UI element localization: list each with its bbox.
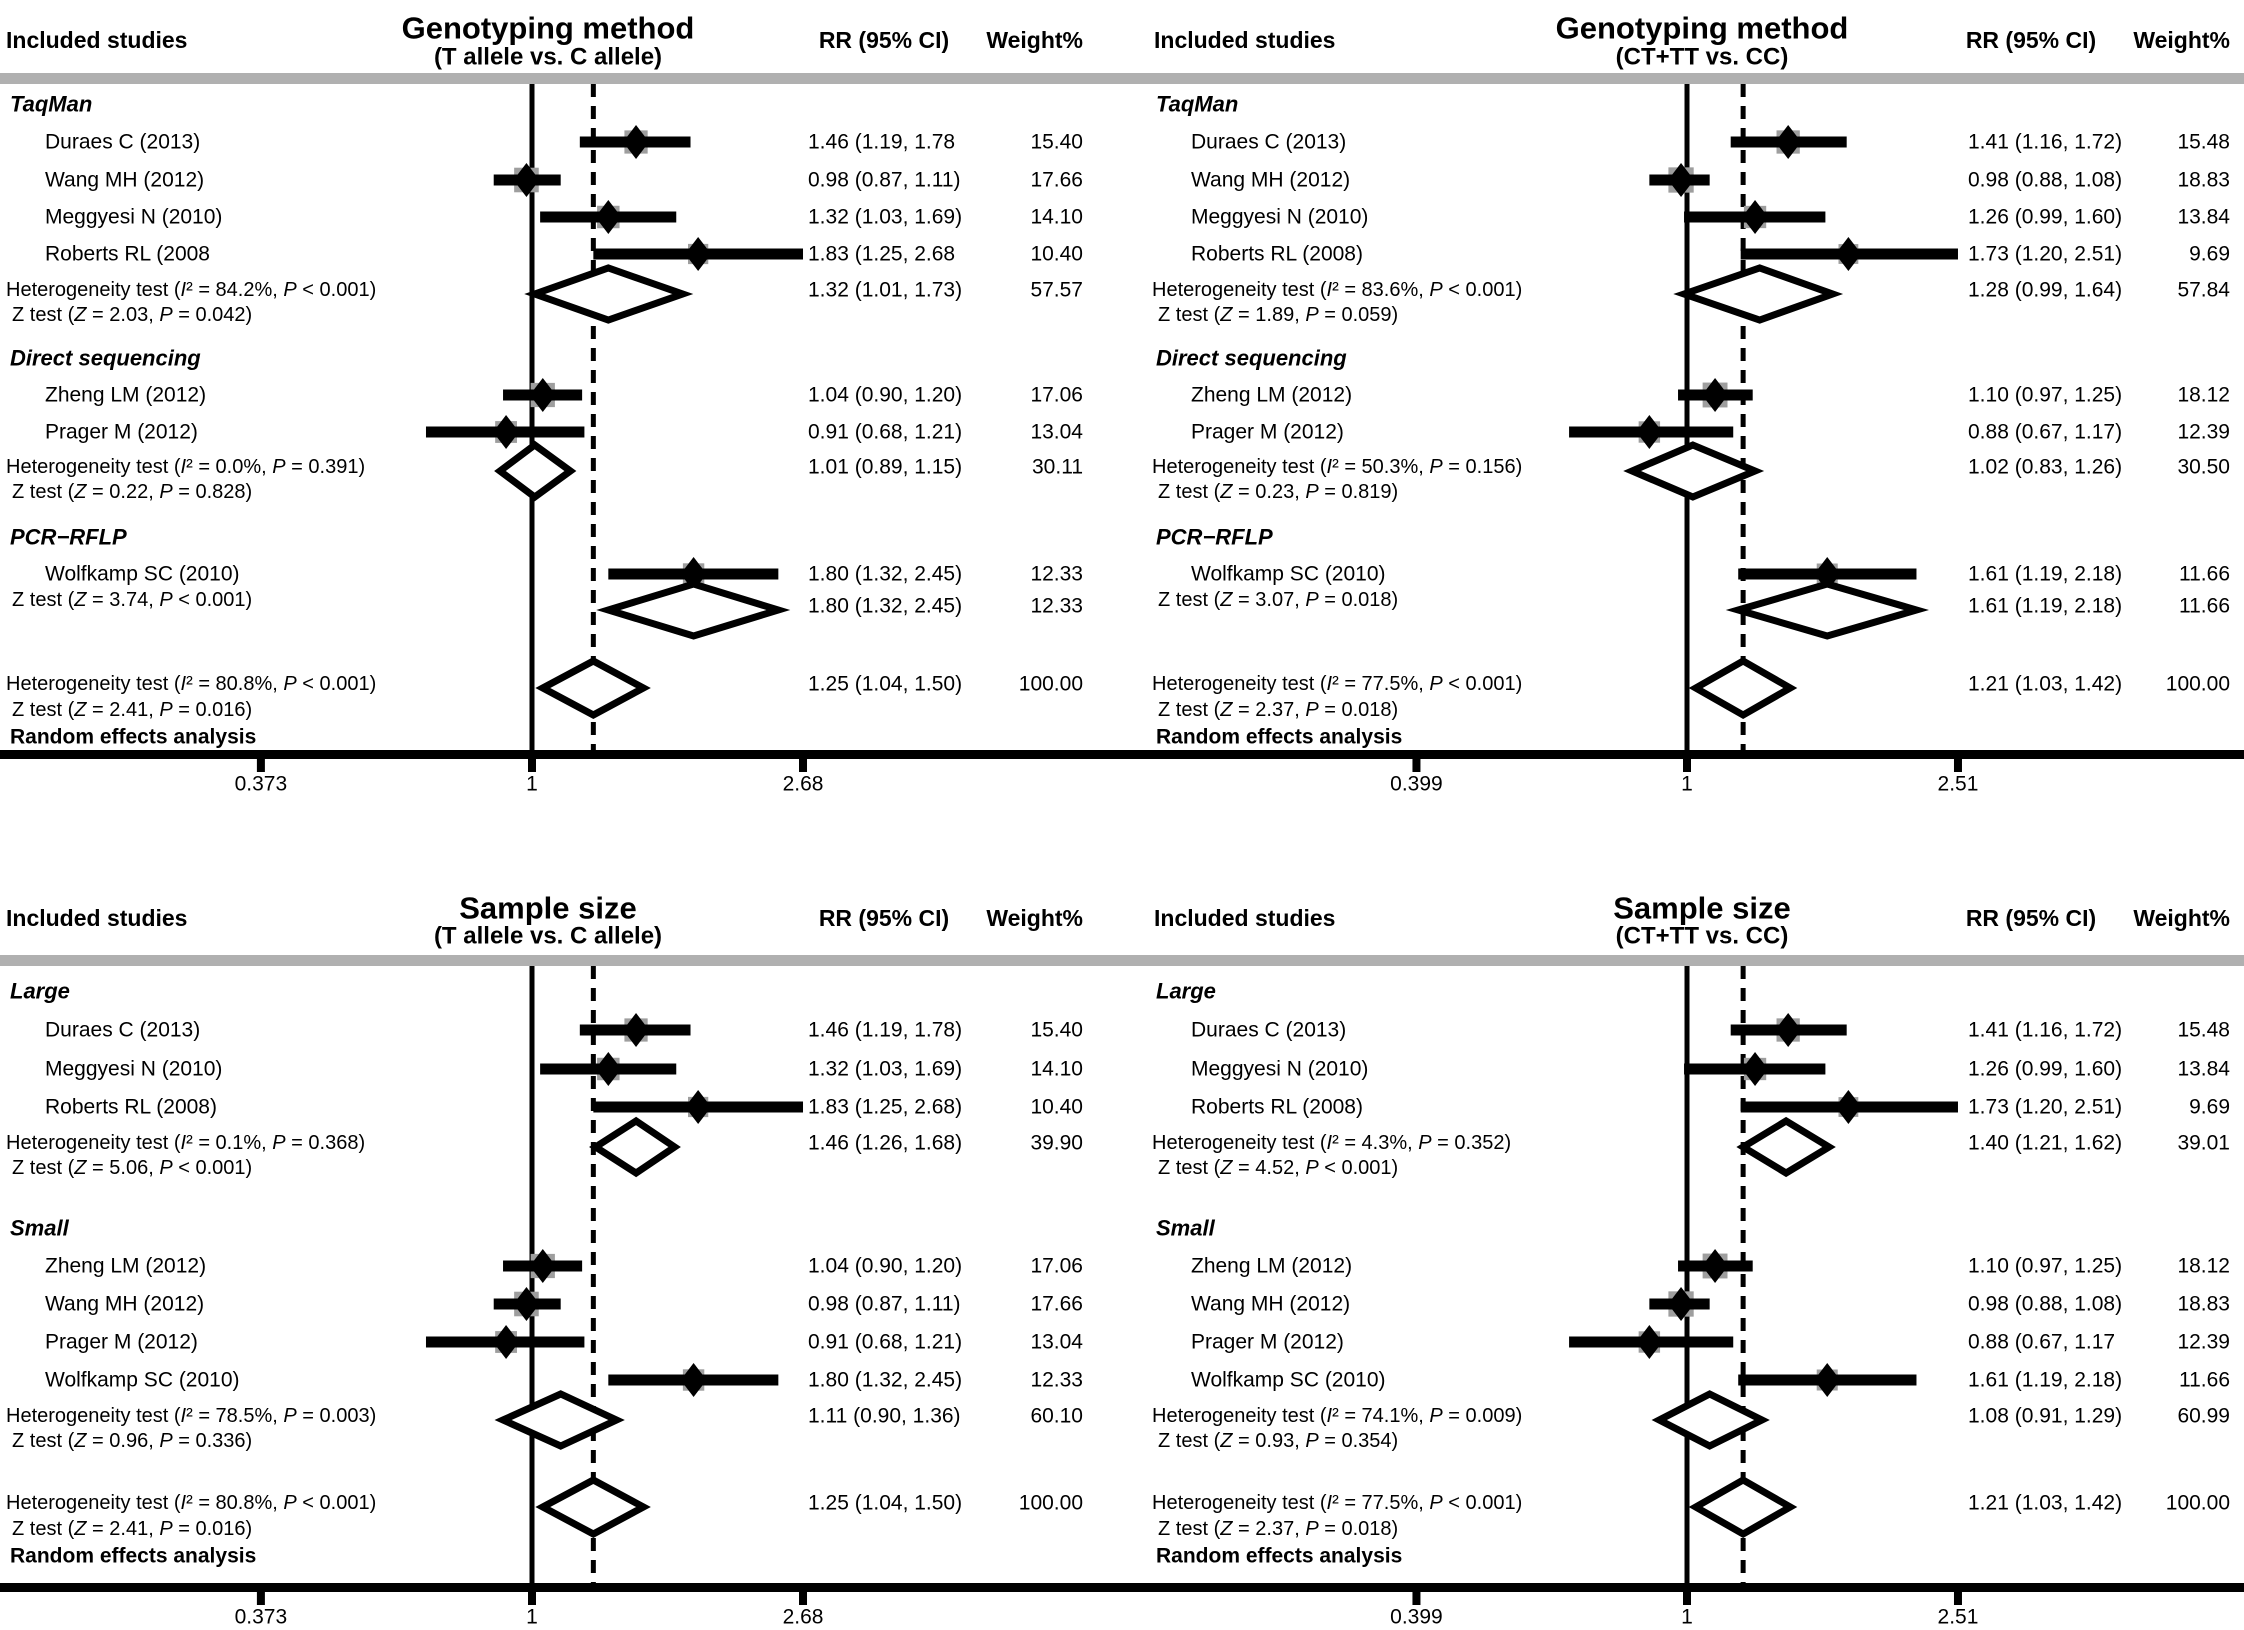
weight-value: 39.90 xyxy=(1030,1131,1083,1155)
study-label: Prager M (2012) xyxy=(1191,420,1344,444)
point-marker xyxy=(595,1052,621,1086)
weight-value: 15.40 xyxy=(1030,130,1083,154)
rr-value: 1.83 (1.25, 2.68) xyxy=(808,1095,963,1119)
study-label: Prager M (2012) xyxy=(1191,1330,1344,1354)
study-label: Zheng LM (2012) xyxy=(1191,383,1353,407)
study-row xyxy=(1191,1090,2230,1124)
rr-value: 1.08 (0.91, 1.29) xyxy=(1968,1404,2123,1428)
study-row xyxy=(1191,1052,2230,1086)
rr-column-header: RR (95% CI) xyxy=(818,905,950,931)
point-marker xyxy=(1636,1325,1662,1359)
subtotal-row xyxy=(6,1121,1083,1179)
het-test-label: Heterogeneity test (I² = 80.8%, P < 0.001) xyxy=(6,1492,377,1514)
rr-value: 0.98 (0.88, 1.08) xyxy=(1968,168,2123,192)
group-label: TaqMan xyxy=(1156,91,1239,117)
axis-tick-label: 0.373 xyxy=(234,772,288,796)
study-row xyxy=(1191,237,2230,271)
pooled-diamond xyxy=(1743,1121,1829,1173)
subtotal-row xyxy=(6,268,1083,326)
weight-value: 12.33 xyxy=(1030,562,1083,586)
pooled-diamond xyxy=(503,1394,616,1446)
rr-value: 1.21 (1.03, 1.42) xyxy=(1968,1491,2123,1515)
weight-value: 12.33 xyxy=(1030,594,1083,618)
study-row xyxy=(1191,415,2230,449)
point-marker xyxy=(623,1013,649,1047)
gray-separator xyxy=(1122,955,2244,966)
rr-value: 1.26 (0.99, 1.60) xyxy=(1968,205,2123,229)
study-label: Roberts RL (2008) xyxy=(1191,242,1363,266)
point-marker xyxy=(595,200,621,234)
het-test-label: Heterogeneity test (I² = 78.5%, P = 0.003) xyxy=(6,1405,377,1427)
weight-value: 13.84 xyxy=(2177,205,2230,229)
point-marker xyxy=(1775,1013,1801,1047)
study-label: Meggyesi N (2010) xyxy=(45,205,223,229)
weight-value: 11.66 xyxy=(2179,594,2230,618)
het-test-label: Heterogeneity test (I² = 77.5%, P < 0.001) xyxy=(1152,1492,1523,1514)
study-row xyxy=(1191,1013,2230,1047)
axis-tick-label: 2.68 xyxy=(782,772,824,796)
pooled-diamond xyxy=(543,1480,644,1534)
rr-column-header: RR (95% CI) xyxy=(1965,27,2097,53)
weight-value: 12.39 xyxy=(2177,1330,2230,1354)
weight-value: 60.99 xyxy=(2177,1404,2230,1428)
group-label: PCR−RFLP xyxy=(1156,524,1273,550)
axis-tick xyxy=(1683,1592,1691,1605)
study-label: Duraes C (2013) xyxy=(1191,1018,1347,1042)
rr-value: 0.98 (0.88, 1.08) xyxy=(1968,1292,2123,1316)
weight-value: 12.39 xyxy=(2177,420,2230,444)
study-row xyxy=(45,1090,1083,1124)
weight-column-header: Weight% xyxy=(986,27,1083,53)
weight-value: 12.33 xyxy=(1030,1368,1083,1392)
z-test-label: Z test (Z = 0.93, P = 0.354) xyxy=(1158,1430,1399,1452)
weight-value: 17.06 xyxy=(1030,383,1083,407)
weight-column-header: Weight% xyxy=(2133,905,2230,931)
weight-value: 11.66 xyxy=(2179,1368,2230,1392)
studies-column-header: Included studies xyxy=(6,27,188,53)
study-label: Wang MH (2012) xyxy=(45,168,205,192)
subtotal-row xyxy=(1152,268,2230,326)
pooled-diamond xyxy=(608,584,778,636)
panel-genotyping-ct-tt xyxy=(1122,11,2244,796)
random-effects-label: Random effects analysis xyxy=(1156,725,1403,749)
axis-tick-label: 1 xyxy=(1681,772,1693,796)
weight-value: 14.10 xyxy=(1030,1057,1083,1081)
rr-value: 1.25 (1.04, 1.50) xyxy=(808,672,963,696)
axis-tick-label: 2.51 xyxy=(1937,772,1979,796)
weight-value: 57.57 xyxy=(1030,278,1083,302)
weight-value: 60.10 xyxy=(1030,1404,1083,1428)
study-label: Duraes C (2013) xyxy=(45,130,201,154)
group-label: Large xyxy=(10,978,70,1004)
rr-value: 1.61 (1.19, 2.18) xyxy=(1968,1368,2123,1392)
pooled-diamond xyxy=(543,661,644,715)
study-row xyxy=(1191,378,2230,412)
axis-tick xyxy=(257,1592,265,1605)
rr-value: 1.80 (1.32, 2.45) xyxy=(808,562,963,586)
rr-value: 0.88 (0.67, 1.17) xyxy=(1968,420,2123,444)
weight-value: 17.66 xyxy=(1030,168,1083,192)
study-label: Meggyesi N (2010) xyxy=(1191,205,1369,229)
weight-value: 30.11 xyxy=(1032,455,1083,479)
z-test-label: Z test (Z = 4.52, P < 0.001) xyxy=(1158,1157,1399,1179)
study-label: Wang MH (2012) xyxy=(1191,1292,1351,1316)
group-label: TaqMan xyxy=(10,91,93,117)
study-row xyxy=(45,237,1083,271)
weight-value: 11.66 xyxy=(2179,562,2230,586)
studies-column-header: Included studies xyxy=(1154,27,1336,53)
study-label: Wolfkamp SC (2010) xyxy=(1191,1368,1386,1392)
study-row xyxy=(45,1325,1083,1359)
panel-title: Genotyping method xyxy=(401,10,695,46)
study-row xyxy=(45,163,1083,197)
axis-tick xyxy=(1954,759,1962,772)
subtotal-row xyxy=(6,445,1083,503)
pooled-diamond xyxy=(596,1121,675,1173)
het-test-label: Heterogeneity test (I² = 77.5%, P < 0.001) xyxy=(1152,673,1523,695)
het-test-label: Heterogeneity test (I² = 0.0%, P = 0.391) xyxy=(6,456,366,478)
weight-value: 13.84 xyxy=(2177,1057,2230,1081)
rr-value: 1.26 (0.99, 1.60) xyxy=(1968,1057,2123,1081)
pooled-diamond xyxy=(1696,661,1791,715)
axis-tick xyxy=(1954,1592,1962,1605)
random-effects-label: Random effects analysis xyxy=(10,725,257,749)
point-marker xyxy=(493,1325,519,1359)
weight-column-header: Weight% xyxy=(986,905,1083,931)
weight-value: 15.48 xyxy=(2177,130,2230,154)
weight-value: 13.04 xyxy=(1030,420,1083,444)
pooled-diamond xyxy=(1632,445,1755,497)
study-label: Zheng LM (2012) xyxy=(45,383,207,407)
study-label: Roberts RL (2008) xyxy=(45,1095,217,1119)
pooled-diamond xyxy=(1684,268,1833,320)
group-label: PCR−RFLP xyxy=(10,524,127,550)
rr-value: 0.91 (0.68, 1.21) xyxy=(808,420,963,444)
axis-tick-label: 2.68 xyxy=(782,1605,824,1629)
z-test-label: Z test (Z = 0.96, P = 0.336) xyxy=(12,1430,253,1452)
study-row xyxy=(45,200,1083,234)
point-marker xyxy=(1835,237,1861,271)
z-test-label: Z test (Z = 3.07, P = 0.018) xyxy=(1158,589,1399,611)
axis-tick xyxy=(257,759,265,772)
study-label: Roberts RL (2008 xyxy=(45,242,210,266)
weight-value: 17.06 xyxy=(1030,1254,1083,1278)
axis-tick xyxy=(799,759,807,772)
pooled-diamond xyxy=(1738,584,1916,636)
weight-value: 14.10 xyxy=(1030,205,1083,229)
study-label: Wolfkamp SC (2010) xyxy=(1191,562,1386,586)
group-label: Small xyxy=(1156,1215,1215,1241)
rr-value: 1.46 (1.19, 1.78) xyxy=(808,1018,963,1042)
rr-value: 1.61 (1.19, 2.18) xyxy=(1968,562,2123,586)
weight-value: 15.40 xyxy=(1030,1018,1083,1042)
axis-tick-label: 0.373 xyxy=(234,1605,288,1629)
point-marker xyxy=(1814,1363,1840,1397)
subtotal-row xyxy=(1152,1121,2230,1179)
rr-value: 1.32 (1.03, 1.69) xyxy=(808,205,963,229)
weight-value: 13.04 xyxy=(1030,1330,1083,1354)
z-test-label: Z test (Z = 0.23, P = 0.819) xyxy=(1158,481,1399,503)
z-test-label: Z test (Z = 2.37, P = 0.018) xyxy=(1158,699,1399,721)
weight-value: 10.40 xyxy=(1030,242,1083,266)
study-row xyxy=(1191,200,2230,234)
gray-separator xyxy=(0,73,1122,84)
study-row xyxy=(1191,125,2230,159)
rr-value: 1.21 (1.03, 1.42) xyxy=(1968,672,2123,696)
weight-column-header: Weight% xyxy=(2133,27,2230,53)
het-test-label: Heterogeneity test (I² = 84.2%, P < 0.001) xyxy=(6,279,377,301)
weight-value: 18.12 xyxy=(2177,1254,2230,1278)
axis-tick-label: 0.399 xyxy=(1390,772,1443,796)
study-label: Wang MH (2012) xyxy=(1191,168,1351,192)
weight-value: 9.69 xyxy=(2189,1095,2230,1119)
z-test-label: Z test (Z = 2.41, P = 0.016) xyxy=(12,699,253,721)
rr-value: 1.41 (1.16, 1.72) xyxy=(1968,130,2123,154)
weight-value: 39.01 xyxy=(2177,1131,2230,1155)
rr-value: 1.46 (1.19, 1.78 xyxy=(808,130,956,154)
overall-row xyxy=(6,1480,1083,1568)
point-marker xyxy=(623,125,649,159)
rr-value: 1.10 (0.97, 1.25) xyxy=(1968,383,2123,407)
axis-tick-label: 1 xyxy=(526,772,538,796)
z-test-label: Z test (Z = 2.41, P = 0.016) xyxy=(12,1518,253,1540)
axis-tick-label: 1 xyxy=(1681,1605,1693,1629)
point-marker xyxy=(1775,125,1801,159)
studies-column-header: Included studies xyxy=(6,905,188,931)
panel-subtitle: (T allele vs. C allele) xyxy=(433,922,663,950)
weight-value: 30.50 xyxy=(2177,455,2230,479)
pooled-diamond xyxy=(1696,1480,1791,1534)
axis-tick xyxy=(1412,1592,1420,1605)
panel-sample-size-ct-tt xyxy=(1122,891,2244,1629)
axis-tick xyxy=(1412,759,1420,772)
axis-line xyxy=(1122,750,2244,759)
rr-value: 1.32 (1.01, 1.73) xyxy=(808,278,963,302)
panel-genotyping-t-allele xyxy=(0,11,1122,796)
rr-value: 0.91 (0.68, 1.21) xyxy=(808,1330,963,1354)
study-row xyxy=(45,378,1083,412)
pooled-diamond xyxy=(1659,1394,1762,1446)
panel-subtitle: (T allele vs. C allele) xyxy=(433,43,663,71)
point-marker xyxy=(685,1090,711,1124)
gray-separator xyxy=(0,955,1122,966)
rr-value: 1.04 (0.90, 1.20) xyxy=(808,383,963,407)
study-row xyxy=(45,415,1083,449)
rr-value: 1.10 (0.97, 1.25) xyxy=(1968,1254,2123,1278)
rr-column-header: RR (95% CI) xyxy=(1965,905,2097,931)
point-marker xyxy=(493,415,519,449)
weight-value: 18.83 xyxy=(2177,1292,2230,1316)
panel-title: Sample size xyxy=(459,890,637,926)
subtotal-row xyxy=(1158,584,2230,636)
het-test-label: Heterogeneity test (I² = 74.1%, P = 0.009) xyxy=(1152,1405,1523,1427)
het-test-label: Heterogeneity test (I² = 83.6%, P < 0.001) xyxy=(1152,279,1523,301)
rr-value: 1.61 (1.19, 2.18) xyxy=(1968,594,2123,618)
het-test-label: Heterogeneity test (I² = 50.3%, P = 0.156) xyxy=(1152,456,1523,478)
rr-value: 1.01 (0.89, 1.15) xyxy=(808,455,963,479)
axis-tick-label: 0.399 xyxy=(1390,1605,1443,1629)
axis-line xyxy=(0,1583,1122,1592)
weight-value: 15.48 xyxy=(2177,1018,2230,1042)
study-label: Zheng LM (2012) xyxy=(45,1254,207,1278)
group-label: Direct sequencing xyxy=(1156,345,1347,371)
rr-value: 1.28 (0.99, 1.64) xyxy=(1968,278,2123,302)
subtotal-row xyxy=(6,1394,1083,1452)
rr-value: 1.73 (1.20, 2.51) xyxy=(1968,1095,2123,1119)
panel-sample-size-t-allele xyxy=(0,891,1122,1629)
panel-subtitle: (CT+TT vs. CC) xyxy=(1615,43,1789,71)
weight-value: 18.83 xyxy=(2177,168,2230,192)
random-effects-label: Random effects analysis xyxy=(1156,1544,1403,1568)
axis-tick xyxy=(528,759,536,772)
panel-title: Genotyping method xyxy=(1555,10,1849,46)
weight-value: 10.40 xyxy=(1030,1095,1083,1119)
rr-value: 1.04 (0.90, 1.20) xyxy=(808,1254,963,1278)
overall-row xyxy=(1152,1480,2230,1568)
rr-value: 1.80 (1.32, 2.45) xyxy=(808,594,963,618)
pooled-diamond xyxy=(500,445,570,497)
study-row xyxy=(45,1013,1083,1047)
study-row xyxy=(45,1249,1083,1283)
rr-value: 1.41 (1.16, 1.72) xyxy=(1968,1018,2123,1042)
het-test-label: Heterogeneity test (I² = 0.1%, P = 0.368) xyxy=(6,1132,366,1154)
study-row xyxy=(1191,1249,2230,1283)
study-row xyxy=(1191,163,2230,197)
study-label: Wolfkamp SC (2010) xyxy=(45,1368,240,1392)
rr-value: 1.25 (1.04, 1.50) xyxy=(808,1491,963,1515)
point-marker xyxy=(1742,200,1768,234)
weight-value: 18.12 xyxy=(2177,383,2230,407)
study-label: Wang MH (2012) xyxy=(45,1292,205,1316)
pooled-diamond xyxy=(535,268,683,320)
rr-value: 1.40 (1.21, 1.62) xyxy=(1968,1131,2123,1155)
study-row xyxy=(45,557,1083,591)
study-label: Meggyesi N (2010) xyxy=(1191,1057,1369,1081)
rr-value: 0.98 (0.87, 1.11) xyxy=(808,1292,961,1316)
study-row xyxy=(45,1052,1083,1086)
axis-line xyxy=(0,750,1122,759)
studies-column-header: Included studies xyxy=(1154,905,1336,931)
study-label: Meggyesi N (2010) xyxy=(45,1057,223,1081)
rr-value: 1.73 (1.20, 2.51) xyxy=(1968,242,2123,266)
study-label: Prager M (2012) xyxy=(45,1330,198,1354)
axis-tick-label: 2.51 xyxy=(1937,1605,1979,1629)
subtotal-row xyxy=(1152,1394,2230,1452)
rr-value: 1.32 (1.03, 1.69) xyxy=(808,1057,963,1081)
rr-value: 0.98 (0.87, 1.11) xyxy=(808,168,961,192)
subtotal-row xyxy=(1152,445,2230,503)
study-row xyxy=(1191,557,2230,591)
group-label: Direct sequencing xyxy=(10,345,201,371)
null-line xyxy=(1685,966,1690,1583)
weight-value: 9.69 xyxy=(2189,242,2230,266)
study-label: Duraes C (2013) xyxy=(1191,130,1347,154)
z-test-label: Z test (Z = 5.06, P < 0.001) xyxy=(12,1157,253,1179)
axis-tick xyxy=(1683,759,1691,772)
study-row xyxy=(1191,1325,2230,1359)
study-row xyxy=(1191,1287,2230,1321)
z-test-label: Z test (Z = 2.37, P = 0.018) xyxy=(1158,1518,1399,1540)
z-test-label: Z test (Z = 3.74, P < 0.001) xyxy=(12,589,253,611)
point-marker xyxy=(1636,415,1662,449)
z-test-label: Z test (Z = 2.03, P = 0.042) xyxy=(12,304,253,326)
axis-tick-label: 1 xyxy=(526,1605,538,1629)
panel-title: Sample size xyxy=(1613,890,1791,926)
z-test-label: Z test (Z = 1.89, P = 0.059) xyxy=(1158,304,1399,326)
rr-column-header: RR (95% CI) xyxy=(818,27,950,53)
weight-value: 100.00 xyxy=(1018,1491,1083,1515)
weight-value: 100.00 xyxy=(2165,672,2230,696)
axis-line xyxy=(1122,1583,2244,1592)
group-label: Large xyxy=(1156,978,1216,1004)
random-effects-label: Random effects analysis xyxy=(10,1544,257,1568)
rr-value: 1.83 (1.25, 2.68 xyxy=(808,242,956,266)
point-marker xyxy=(1835,1090,1861,1124)
axis-tick xyxy=(799,1592,807,1605)
rr-value: 1.80 (1.32, 2.45) xyxy=(808,1368,963,1392)
study-label: Prager M (2012) xyxy=(45,420,198,444)
study-label: Wolfkamp SC (2010) xyxy=(45,562,240,586)
weight-value: 17.66 xyxy=(1030,1292,1083,1316)
weight-value: 100.00 xyxy=(2165,1491,2230,1515)
study-row xyxy=(45,1287,1083,1321)
overall-row xyxy=(6,661,1083,749)
subtotal-row xyxy=(12,584,1083,636)
point-marker xyxy=(681,1363,707,1397)
point-marker xyxy=(1742,1052,1768,1086)
rr-value: 1.46 (1.26, 1.68) xyxy=(808,1131,963,1155)
group-label: Small xyxy=(10,1215,69,1241)
study-label: Zheng LM (2012) xyxy=(1191,1254,1353,1278)
gray-separator xyxy=(1122,73,2244,84)
het-test-label: Heterogeneity test (I² = 4.3%, P = 0.352) xyxy=(1152,1132,1512,1154)
overall-row xyxy=(1152,661,2230,749)
rr-value: 1.11 (0.90, 1.36) xyxy=(808,1404,961,1428)
rr-value: 1.02 (0.83, 1.26) xyxy=(1968,455,2123,479)
panel-subtitle: (CT+TT vs. CC) xyxy=(1615,922,1789,950)
axis-tick xyxy=(528,1592,536,1605)
z-test-label: Z test (Z = 0.22, P = 0.828) xyxy=(12,481,253,503)
study-label: Roberts RL (2008) xyxy=(1191,1095,1363,1119)
study-row xyxy=(45,125,1083,159)
point-marker xyxy=(685,237,711,271)
weight-value: 100.00 xyxy=(1018,672,1083,696)
het-test-label: Heterogeneity test (I² = 80.8%, P < 0.001) xyxy=(6,673,377,695)
rr-value: 0.88 (0.67, 1.17 xyxy=(1968,1330,2116,1354)
weight-value: 57.84 xyxy=(2177,278,2230,302)
study-label: Duraes C (2013) xyxy=(45,1018,201,1042)
